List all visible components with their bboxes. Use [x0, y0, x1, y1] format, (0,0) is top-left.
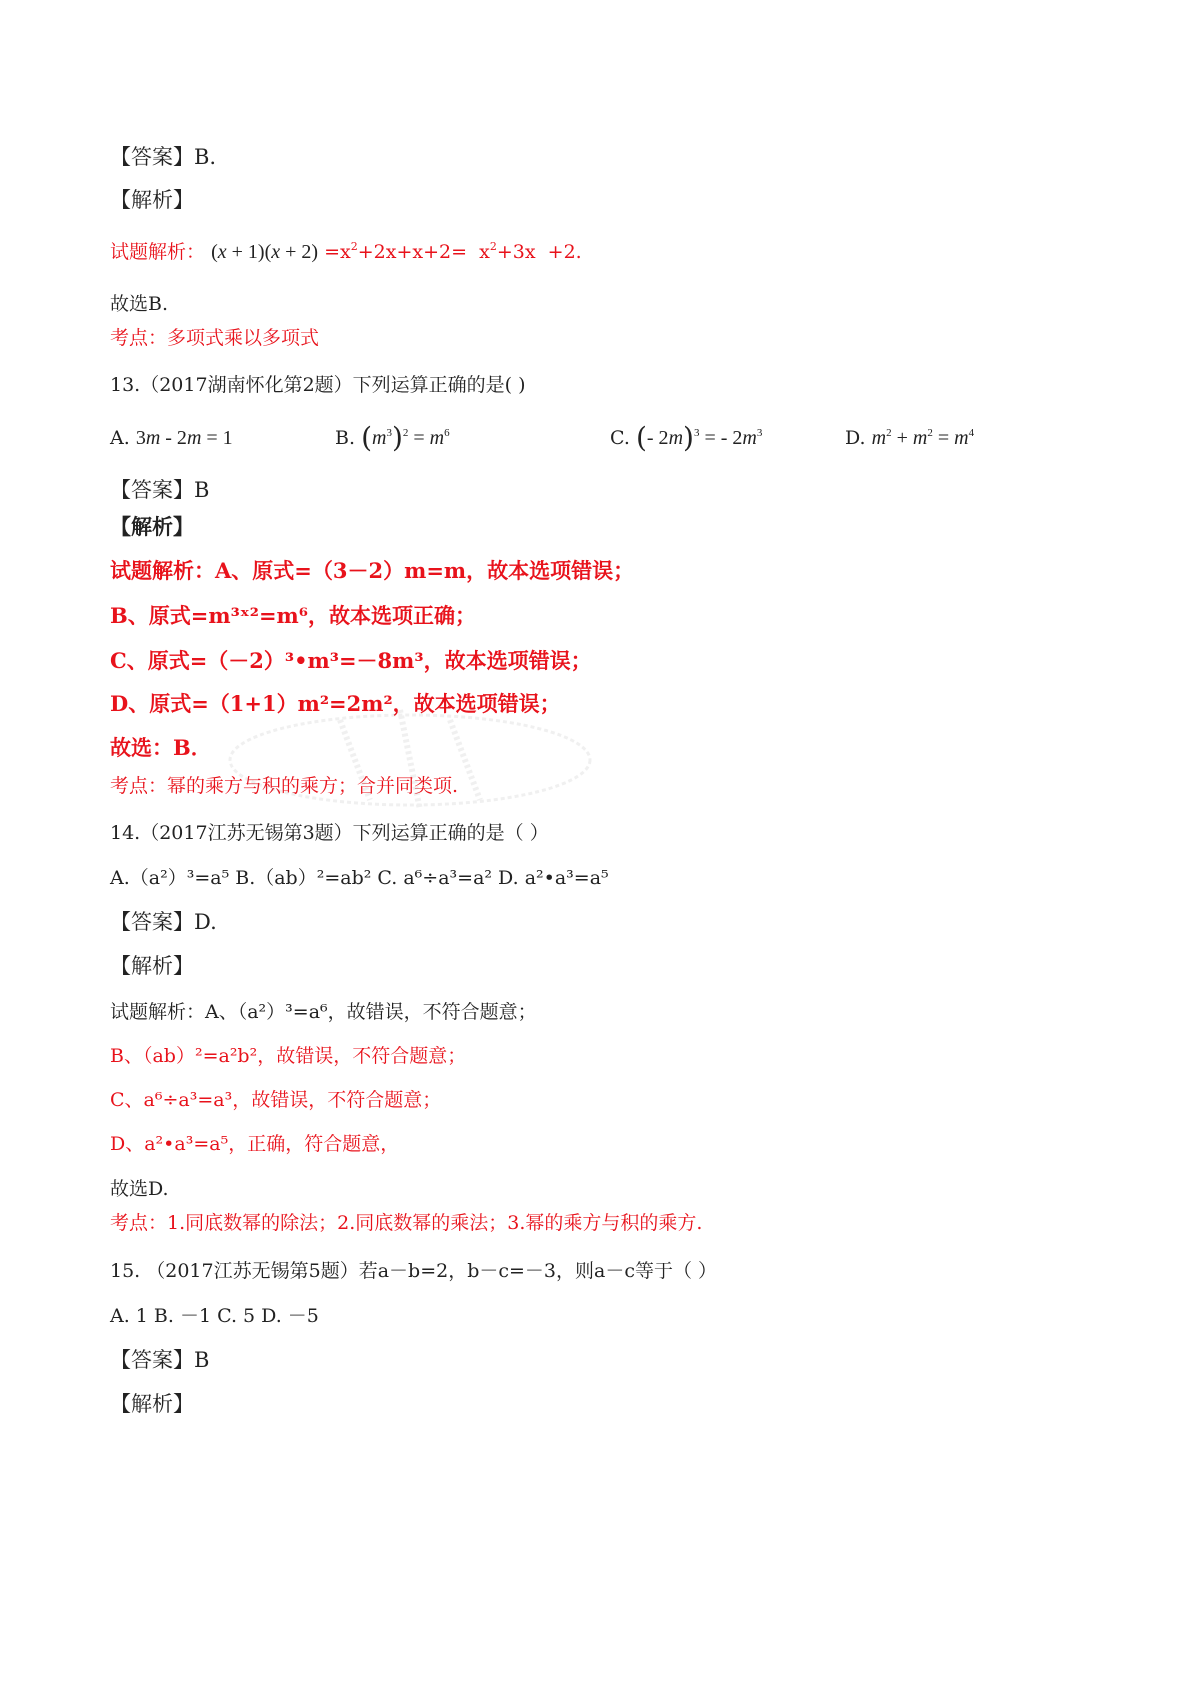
answer-label-q15: 【答案】B	[110, 1348, 210, 1372]
topic-line-q13: 考点：幂的乘方与积的乘方；合并同类项.	[110, 775, 459, 797]
analysis-heading-q15: 【解析】	[110, 1392, 194, 1416]
options-row-q15: A. 1 B. －1 C. 5 D. －5	[110, 1305, 319, 1327]
analysis-line-q12	[110, 240, 582, 264]
option-b-math: $(m^3)^2 = m^6$	[361, 421, 450, 454]
analysis-line-q14-2: B、（ab）²=a²b²，故错误，不符合题意；	[110, 1045, 467, 1067]
options-row-q14: A.（a²）³=a⁵ B.（ab）²=ab² C. a⁶÷a³=a² D. a²•a³=a⁵	[110, 867, 609, 889]
expression-factors: (x + 1)(x + 2)	[211, 241, 319, 263]
analysis-line-q13-4: D、原式=（1+1）m²=2m²，故本选项错误；	[110, 691, 561, 716]
answer-label-q14: 【答案】D.	[110, 910, 217, 934]
options-row-q13	[110, 421, 1110, 456]
expression-result: $=x^2+2x+x+2= x^2+3x +2$.	[324, 240, 582, 263]
option-c-math: (- 2m)$^3$ = - $2m^3$	[635, 421, 763, 454]
choice-line-q14: 故选D.	[110, 1178, 169, 1200]
analysis-prefix: 试题解析：	[110, 241, 206, 263]
analysis-heading-q14: 【解析】	[110, 954, 194, 978]
analysis-line-q14-4: D、a²•a³=a⁵，正确，符合题意，	[110, 1133, 400, 1155]
option-d-math: $m^2 + m^2 = m^4$	[871, 427, 975, 449]
analysis-line-q14-3: C、a⁶÷a³=a³，故错误，不符合题意；	[110, 1089, 442, 1111]
analysis-heading-q13: 【解析】	[110, 514, 194, 539]
analysis-line-q13-1: 试题解析：A、原式=（3－2）m=m，故本选项错误；	[110, 558, 635, 583]
topic-line-q14: 考点：1.同底数幂的除法；2.同底数幂的乘法；3.幂的乘方与积的乘方.	[110, 1212, 703, 1234]
choice-line-q12: 故选B.	[110, 293, 169, 315]
analysis-line-q13-2: B、原式=m³ˣ²=m⁶，故本选项正确；	[110, 603, 476, 628]
option-d-q13	[845, 426, 974, 450]
option-a-math: 3m - 2m = 1	[135, 427, 233, 449]
answer-label-q13: 【答案】B	[110, 478, 210, 502]
topic-line-q12: 考点：多项式乘以多项式	[110, 327, 320, 349]
analysis-line-q13-3: C、原式=（－2）³•m³=－8m³，故本选项错误；	[110, 648, 592, 673]
analysis-heading-q12: 【解析】	[110, 188, 194, 212]
question-13: 13.（2017湖南怀化第2题）下列运算正确的是( )	[110, 374, 526, 396]
answer-label-q12: 【答案】B.	[110, 145, 217, 169]
analysis-line-q14-1: 试题解析：A、（a²）³=a⁶，故错误，不符合题意；	[110, 1001, 537, 1023]
option-b-q13	[335, 421, 450, 454]
question-14: 14.（2017江苏无锡第3题）下列运算正确的是（ ）	[110, 822, 549, 844]
option-a-q13	[110, 426, 233, 450]
option-d-label: D.	[845, 427, 866, 449]
analysis-line-q13-5: 故选：B．	[110, 735, 212, 760]
option-c-label: C.	[610, 427, 630, 449]
option-a-label: A.	[110, 427, 130, 449]
option-c-q13	[610, 421, 763, 454]
option-b-label: B.	[335, 427, 356, 449]
question-15: 15. （2017江苏无锡第5题）若a－b=2，b－c=－3，则a－c等于（ ）	[110, 1260, 718, 1282]
